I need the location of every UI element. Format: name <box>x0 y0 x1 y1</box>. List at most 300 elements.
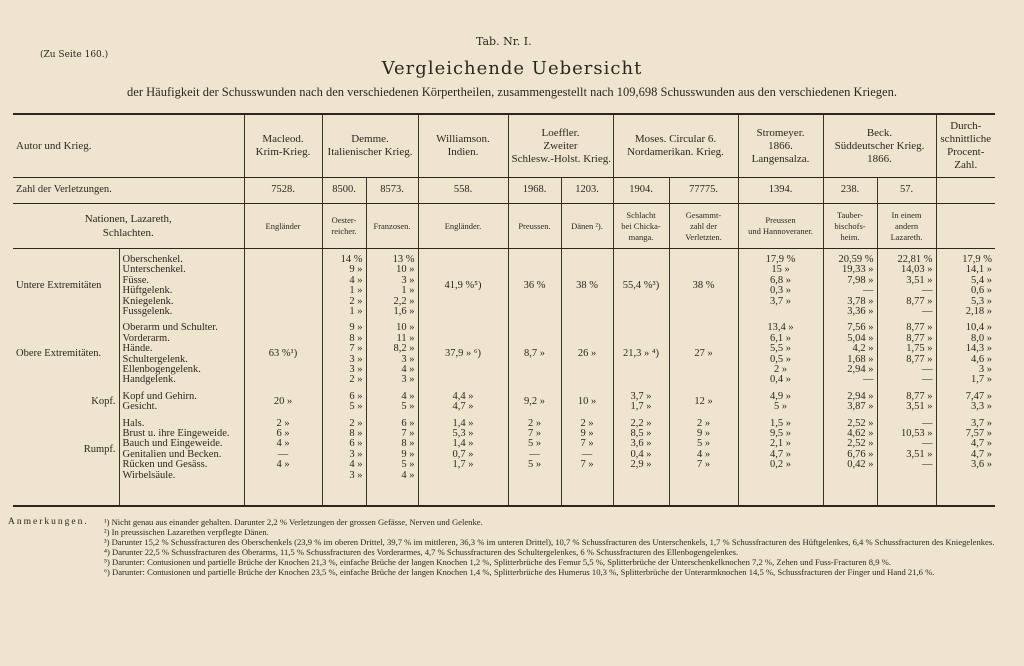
value-cell: — <box>581 448 593 460</box>
value-cell: 14,03 » <box>901 264 933 276</box>
page-reference: (Zu Seite 160.) <box>40 50 109 60</box>
value-cell: 3,78 » <box>847 295 874 307</box>
value-cell: 14,1 » <box>965 264 993 276</box>
value-cell: 38 % <box>692 280 715 291</box>
body-part-label: Kniegelenk. <box>122 295 174 307</box>
footnote: ⁴) Darunter 22,5 % Schussfracturen des Oberarms, 11,5 % Schussfracturen des Vorderarmes, 4,7 % Schussfracturen des Schultergelenkes, 6 % Schussfracturen des Ellenbogengelenkes. <box>104 547 739 558</box>
nation-cell <box>418 204 508 249</box>
header-beck <box>823 114 936 178</box>
cell-line: reicher. <box>331 226 357 236</box>
body-row <box>13 249 995 507</box>
cell-line: Schlachten. <box>102 227 154 239</box>
value-cell: 4 » <box>349 459 363 471</box>
value-cell: 21,3 » ⁴) <box>622 348 660 360</box>
value-cell: 0,2 » <box>770 459 792 471</box>
value-cell: — <box>863 285 874 297</box>
cell-line: Schlacht <box>626 209 656 220</box>
cell-line: Demme. <box>351 133 389 145</box>
value-cell: 1,4 » <box>452 417 474 429</box>
cell-line: Verletzten. <box>685 231 722 242</box>
body-part-label: Fussgelenk. <box>122 306 173 318</box>
value-cell: 13 % <box>392 254 415 265</box>
value-cell: 6,1 » <box>770 332 792 344</box>
value-cell <box>248 471 319 481</box>
cell-line: Nordamerikan. Krieg. <box>627 146 724 158</box>
value-cell: — <box>277 448 289 460</box>
header-loeffler <box>508 114 613 178</box>
value-cell: 5 » <box>527 438 542 450</box>
footnote: ⁵) Darunter: Contusionen und partielle Brüche der Knochen 21,3 %, einfache Brüche der langen Knochen 1,2 %, Splitterbrüche des Femur 5,5 %, Splitterbrüche der Unterschenkelknochen 7,2 %, Zehen und Fuss-Fracturen 8,9 %. <box>104 557 891 568</box>
value-cell: 0,7 » <box>452 448 474 460</box>
value-cell: 6 » <box>349 390 363 402</box>
cell-line: Tauber- <box>836 209 864 220</box>
value-cell: 9 » <box>580 427 594 439</box>
value-cell: — <box>922 285 933 297</box>
value-cell: 1,7 » <box>971 374 993 386</box>
value-cell: 1 » <box>349 305 363 317</box>
cell-line: Italienischer Krieg. <box>327 146 413 158</box>
value-cell: 4 » <box>696 448 711 460</box>
value-cell: 4,2 » <box>852 343 874 355</box>
value-cell: 22,81 % <box>897 254 933 265</box>
value-cell: 2 » <box>349 374 363 386</box>
value-cell: 17,9 % <box>765 254 796 265</box>
value-cell: 4,7 » <box>971 438 993 450</box>
value-cell: 9,2 » <box>524 395 545 407</box>
cell-line: Zweiter <box>543 139 578 152</box>
cell-line: Nationen, Lazareth, <box>84 213 172 225</box>
value-cell: 2 » <box>696 417 711 429</box>
cell-line: Procent- <box>947 146 985 158</box>
value-cell: 7,47 » <box>965 390 993 402</box>
group-label: Kopf. <box>91 395 116 407</box>
zahl-value: 1968. <box>508 178 561 204</box>
body-part-label: Brust u. ihre Eingeweide. <box>122 427 230 439</box>
cell-line: Loeffler. <box>541 126 580 139</box>
value-cell: 3,7 » <box>770 295 792 307</box>
value-cell: 2,52 » <box>847 438 874 450</box>
group-label: Rumpf. <box>83 443 116 455</box>
value-cell: 7 » <box>401 427 415 439</box>
zahl-value: 1203. <box>561 178 613 204</box>
body-part-label: Ellenbogengelenk. <box>122 364 201 376</box>
value-cell: 20 » <box>273 395 293 407</box>
cell-line: Indien. <box>447 146 479 158</box>
value-cell: 5 » <box>527 459 542 471</box>
loeffler-pr-values <box>508 249 561 507</box>
moses-ges-values <box>669 249 738 507</box>
value-cell: 13,4 » <box>767 322 794 334</box>
nationen-label <box>13 204 244 249</box>
value-cell: 1,5 » <box>770 417 792 429</box>
value-cell: 55,4 %³) <box>622 280 660 291</box>
value-cell: — <box>922 438 933 450</box>
group-labels <box>13 249 119 507</box>
value-cell: 3 » <box>401 374 415 386</box>
value-cell: 20,59 % <box>838 254 874 265</box>
value-cell: 2 » <box>276 417 290 429</box>
value-cell: 3,6 » <box>971 459 993 471</box>
zahl-value: 57. <box>877 178 936 204</box>
footnotes-list <box>104 517 1004 578</box>
value-cell: 2 » <box>527 417 542 429</box>
value-cell: 0,4 » <box>770 374 792 386</box>
value-cell: 63 %¹) <box>268 348 298 360</box>
value-cell: 5 » <box>696 438 711 450</box>
zahl-value: 8500. <box>322 178 366 204</box>
value-cell: — <box>922 363 933 375</box>
cell-line: und Hannoveraner. <box>748 226 813 236</box>
nation-cell <box>877 204 936 249</box>
durchschnitt-values <box>936 249 995 507</box>
cell-line: Süddeutscher Krieg. <box>834 139 925 152</box>
stromeyer-values <box>738 249 823 507</box>
value-cell: 9 » <box>696 427 711 439</box>
cell-line: Macleod. <box>262 133 304 145</box>
value-cell: 7,98 » <box>847 274 874 286</box>
value-cell: 6 » <box>349 438 363 450</box>
value-cell: 2,2 » <box>630 417 652 429</box>
value-cell: 7 » <box>527 427 542 439</box>
value-cell: 41,9 %⁵) <box>444 280 482 291</box>
value-cell: 36 % <box>523 280 546 291</box>
value-cell: 4,62 » <box>847 427 874 439</box>
cell-line: Schlesw.-Holst. Krieg. <box>511 152 611 165</box>
value-cell: 0,6 » <box>971 285 993 297</box>
header-moses <box>613 114 738 178</box>
value-cell: 0,5 » <box>770 353 792 365</box>
value-cell: 7 » <box>349 343 363 355</box>
cell-line: Moses. Circular 6. <box>634 133 717 145</box>
value-cell: 37,9 » ⁶) <box>444 348 482 360</box>
value-cell: 1,75 » <box>906 343 933 355</box>
williamson-values <box>418 249 508 507</box>
value-cell: 0,3 » <box>770 285 792 297</box>
value-cell: — <box>863 374 874 386</box>
value-cell: 8,2 » <box>393 343 415 355</box>
cell-line: Preussen <box>765 215 796 225</box>
value-cell: 6,8 » <box>770 274 792 286</box>
footnotes-label: Anmerkungen. <box>8 517 89 527</box>
value-cell: 3,51 » <box>906 448 933 460</box>
beck-t-values <box>823 249 877 507</box>
value-cell: 3 » <box>349 363 363 375</box>
value-cell: 7 » <box>580 438 594 450</box>
value-cell: 4 » <box>276 459 290 471</box>
nation-cell <box>738 204 823 249</box>
value-cell: 0,4 » <box>630 448 652 460</box>
value-cell: 7 » <box>696 459 711 471</box>
value-cell: 27 » <box>694 348 713 360</box>
value-cell: 2 » <box>349 417 363 429</box>
cell-line: Krim-Krieg. <box>255 146 311 158</box>
value-cell: 2,94 » <box>847 390 874 402</box>
zahl-row <box>13 178 995 204</box>
value-cell: 1,7 » <box>630 401 652 413</box>
value-cell: 2,1 » <box>770 438 792 450</box>
value-cell: 4,4 » <box>452 390 474 402</box>
value-cell: — <box>922 374 933 386</box>
value-cell: 26 » <box>577 348 597 360</box>
value-cell: 15 » <box>771 264 790 276</box>
value-cell: 5 » <box>401 459 415 471</box>
cell-line: Langensalza. <box>751 152 810 165</box>
comparison-table <box>13 113 995 507</box>
cell-line: Engländer <box>265 220 301 231</box>
value-cell: 1,4 » <box>452 438 474 450</box>
value-cell: 7 » <box>580 459 594 471</box>
body-part-label: Hals. <box>122 417 145 429</box>
value-cell: 8 » <box>401 438 415 450</box>
value-cell: 3,51 » <box>906 401 933 413</box>
cell-line: Beck. <box>866 126 893 139</box>
value-cell: 6 » <box>276 427 290 439</box>
footnote: ³) Darunter 15,2 % Schussfracturen des Oberschenkels (23,9 % im oberen Drittel, 39,7 % im mittleren, 36,3 % im unteren Drittel), 10,7 % Schussfracturen des Unterschenkels, 1,7 % Schussfracturen des Hüftgelenkes, 6,4 % Schussfracturen des Kniegelenkes. <box>104 537 995 548</box>
table-number: Tab. Nr. I. <box>476 35 532 48</box>
body-part-label: Schultergelenk. <box>122 353 188 365</box>
value-cell: — <box>922 417 933 429</box>
demme-fr-values <box>366 249 418 507</box>
value-cell: 5,3 » <box>971 295 993 307</box>
body-part-label: Hände. <box>122 343 153 355</box>
nation-cell <box>613 204 669 249</box>
value-cell: 4,7 » <box>770 448 792 460</box>
cell-line: schnittliche <box>940 133 992 145</box>
value-cell: 2,94 » <box>847 363 874 375</box>
cell-line: Zahl. <box>954 159 978 171</box>
value-cell: 3 » <box>349 448 363 460</box>
body-part-label: Unterschenkel. <box>122 264 186 276</box>
cell-line: In einem <box>891 209 922 220</box>
value-cell: 1,68 » <box>847 353 874 365</box>
loeffler-da-values <box>561 249 613 507</box>
body-part-label: Rücken und Gesäss. <box>122 459 208 471</box>
body-part-labels <box>119 249 244 507</box>
value-cell: 12 » <box>694 395 713 407</box>
body-part-label: Kopf und Gehirn. <box>122 390 197 402</box>
cell-line: Preussen. <box>518 220 551 231</box>
value-cell: 4 » <box>349 274 363 286</box>
cell-line: Stromeyer. <box>756 126 805 139</box>
beck-a-values <box>877 249 936 507</box>
value-cell: 2 » <box>349 295 363 307</box>
value-cell: 4 » <box>401 469 415 481</box>
value-cell: 19,33 » <box>842 264 874 276</box>
footnote: ¹) Nicht genau aus einander gehalten. Darunter 2,2 % Verletzungen der grossen Gefässe, Nerven und Gelenke. <box>104 517 483 527</box>
header-stromeyer <box>738 114 823 178</box>
nation-cell <box>508 204 561 249</box>
cell-line: Engländer. <box>444 220 482 231</box>
value-cell: 1,7 » <box>452 459 474 471</box>
value-cell: 8,0 » <box>971 332 993 344</box>
cell-line: zahl der <box>689 220 718 231</box>
moses-ch-values <box>613 249 669 507</box>
value-cell <box>742 307 820 317</box>
cell-line: Durch- <box>950 120 982 132</box>
cell-line: Oester- <box>331 215 357 225</box>
value-cell: 4,7 » <box>452 401 474 413</box>
value-cell: 3,36 » <box>847 305 874 317</box>
zahl-value: 1394. <box>738 178 823 204</box>
zahl-value: 238. <box>823 178 877 204</box>
value-cell: 9,5 » <box>770 427 792 439</box>
value-cell: 38 % <box>576 280 598 291</box>
value-cell: 10 » <box>396 322 415 334</box>
value-cell: 1,6 » <box>393 305 415 317</box>
value-cell: 4 » <box>276 438 290 450</box>
nation-cell <box>823 204 877 249</box>
value-cell: 2 » <box>580 417 594 429</box>
header-autor: Autor und Krieg. <box>13 114 244 178</box>
cell-line: Williamson. <box>436 133 490 145</box>
macleod-values <box>244 249 322 507</box>
body-part-label: Bauch und Eingeweide. <box>122 438 223 450</box>
value-cell: 7,56 » <box>847 322 874 334</box>
value-cell: 3,3 » <box>971 401 993 413</box>
page-subtitle: der Häufigkeit der Schusswunden nach den verschiedenen Körpertheilen, zusammengestellt nach 109,698 Schusswunden aus den verschiedenen Kriegen. <box>127 85 897 99</box>
value-cell: 3,51 » <box>906 274 933 286</box>
value-cell: 3,87 » <box>847 401 874 413</box>
cell-line: 1866. <box>768 139 793 152</box>
cell-line: 1866. <box>867 152 892 165</box>
cell-line: Lazareth. <box>890 231 923 242</box>
value-cell: 3 » <box>401 353 415 365</box>
value-cell: 5 » <box>773 401 788 413</box>
footnote: ²) In preussischen Lazarethen verpflegte Dänen. <box>104 527 269 538</box>
value-cell: 8 » <box>349 427 363 439</box>
body-part-label: Gesicht. <box>122 401 158 413</box>
zahl-label: Zahl der Verletzungen. <box>13 178 244 204</box>
value-cell: 10 » <box>396 264 415 276</box>
zahl-value <box>936 178 995 204</box>
cell-line: bei Chicka- <box>621 220 661 231</box>
body-part-label: Oberschenkel. <box>122 254 183 265</box>
value-cell: 0,42 » <box>847 459 874 471</box>
nation-cell <box>669 204 738 249</box>
value-cell: 5 » <box>349 401 363 413</box>
value-cell: — <box>922 459 933 471</box>
value-cell: 7,57 » <box>965 427 993 439</box>
value-cell: 3 » <box>349 469 363 481</box>
value-cell: 5,04 » <box>847 332 874 344</box>
value-cell: 3,7 » <box>971 417 993 429</box>
value-cell: 3 » <box>978 363 993 375</box>
value-cell: 8,77 » <box>906 295 933 307</box>
zahl-value: 558. <box>418 178 508 204</box>
body-part-label: Füsse. <box>122 274 150 286</box>
body-part-label: Genitalien und Becken. <box>122 448 222 460</box>
value-cell: 2,18 » <box>965 305 993 317</box>
value-cell: 2,2 » <box>393 295 415 307</box>
value-cell: 8 » <box>349 332 363 344</box>
nation-cell <box>366 204 418 249</box>
body-part-label: Hüftgelenk. <box>122 285 173 297</box>
value-cell: — <box>922 305 933 317</box>
value-cell: 1 » <box>401 285 415 297</box>
value-cell: 8,77 » <box>906 390 933 402</box>
value-cell: 9 » <box>349 322 363 334</box>
header-macleod <box>244 114 322 178</box>
value-cell: 4 » <box>401 390 415 402</box>
nation-cell <box>322 204 366 249</box>
header-durchschnitt <box>936 114 995 178</box>
value-cell: 9 » <box>401 448 415 460</box>
value-cell: 14,3 » <box>965 343 993 355</box>
footnote: ⁶) Darunter: Contusionen und partielle Brüche der Knochen 23,5 %, einfache Brüche der langen Knochen 1,4 %, Splitterbrüche des Humerus 10,3 %, Splitterbrüche der Unterarmknochen 14,5 %, Schussfracturen der Finger und Hand 21,6 %. <box>104 567 935 578</box>
value-cell: — <box>529 448 540 460</box>
value-cell: 8,7 » <box>524 348 545 360</box>
zahl-value: 1904. <box>613 178 669 204</box>
demme-oe-values <box>322 249 366 507</box>
value-cell: 17,9 % <box>962 254 993 265</box>
value-cell: 4 » <box>401 363 415 375</box>
nation-cell <box>244 204 322 249</box>
body-part-label: Handgelenk. <box>122 374 176 386</box>
cell-line: Gesammt- <box>685 209 722 220</box>
value-cell: 8,5 » <box>630 427 652 439</box>
cell-line: Dänen ²). <box>571 220 603 231</box>
cell-line: manga. <box>628 231 654 242</box>
value-cell: 2 » <box>773 363 788 375</box>
value-cell: 8,77 » <box>906 353 933 365</box>
cell-line: heim. <box>840 231 860 242</box>
value-cell: 10,4 » <box>965 322 993 334</box>
value-cell: 4,6 » <box>971 353 993 365</box>
group-label: Obere Extremitäten. <box>16 348 102 360</box>
value-cell: 4,9 » <box>770 390 792 402</box>
nation-cell <box>936 204 995 249</box>
value-cell: 4,7 » <box>971 448 993 460</box>
value-cell: 1 » <box>349 285 363 297</box>
body-part-label: Wirbelsäule. <box>122 469 176 481</box>
value-cell: 9 » <box>349 264 363 276</box>
value-cell: 5,3 » <box>452 427 474 439</box>
zahl-value: 8573. <box>366 178 418 204</box>
page-title: Vergleichende Uebersicht <box>381 58 643 79</box>
value-cell: 3,7 » <box>630 390 652 402</box>
cell-line: andern <box>894 220 919 231</box>
value-cell: 14 % <box>340 254 363 265</box>
cell-line: Franzosen. <box>373 220 411 231</box>
value-cell: 10,53 » <box>901 427 933 439</box>
value-cell: 6 » <box>401 417 415 429</box>
value-cell: 11 » <box>396 332 415 344</box>
value-cell: 8,77 » <box>906 322 933 334</box>
body-part-label: Oberarm und Schulter. <box>122 322 218 334</box>
value-cell: 5,5 » <box>770 343 792 355</box>
value-cell: 8,77 » <box>906 332 933 344</box>
nationen-row <box>13 204 995 249</box>
body-part-label: Vorderarm. <box>122 332 170 344</box>
value-cell: 5 » <box>401 401 415 413</box>
value-cell: 3 » <box>401 274 415 286</box>
value-cell: 2,52 » <box>847 417 874 429</box>
value-cell: 6,76 » <box>847 448 874 460</box>
header-williamson <box>418 114 508 178</box>
group-label: Untere Extremitäten <box>16 279 102 291</box>
nation-cell <box>561 204 613 249</box>
value-cell: 10 » <box>577 395 597 407</box>
zahl-value: 77775. <box>669 178 738 204</box>
value-cell: 2,9 » <box>630 459 652 471</box>
cell-line: bischofs- <box>834 220 866 231</box>
header-row <box>13 114 995 178</box>
value-cell: 5,4 » <box>971 274 993 286</box>
zahl-value: 7528. <box>244 178 322 204</box>
value-cell: 3,6 » <box>630 438 652 450</box>
value-cell: 3 » <box>349 353 363 365</box>
header-demme <box>322 114 418 178</box>
